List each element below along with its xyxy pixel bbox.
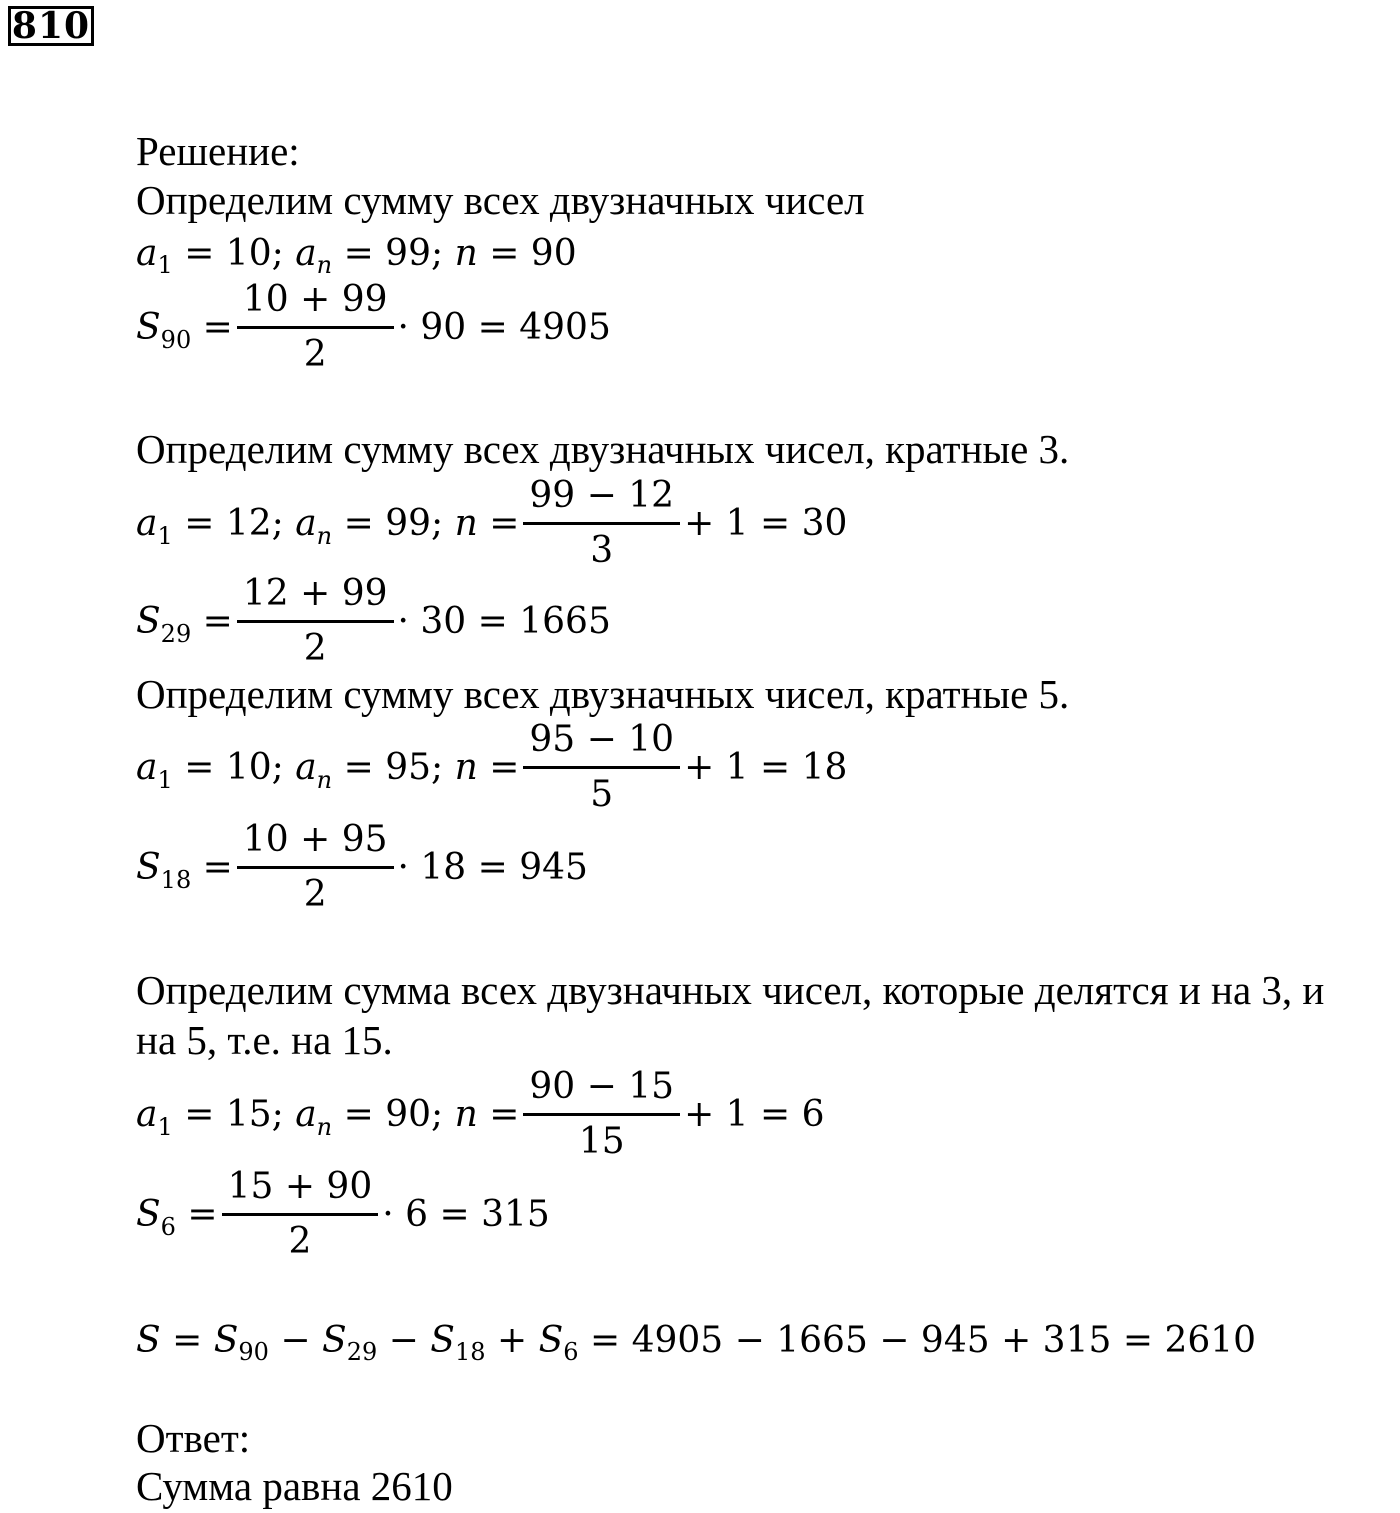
denominator: 5 <box>523 766 680 817</box>
n-result: + 1 = 6 <box>684 1094 825 1135</box>
numerator: 10 + 99 <box>242 279 388 320</box>
numerator: 15 + 90 <box>227 1166 373 1207</box>
numerator: 90 − 15 <box>529 1066 675 1107</box>
term-symbol: S <box>430 1319 455 1361</box>
term-symbol: S <box>213 1319 239 1361</box>
sum-symbol: S <box>136 601 161 642</box>
total-result: = 4905 − 1665 − 945 + 315 = 2610 <box>578 1319 1257 1361</box>
fraction <box>523 1065 680 1164</box>
sum-subscript: 18 <box>160 865 192 894</box>
denominator: 2 <box>222 1213 379 1264</box>
sum-symbol: S <box>136 847 161 888</box>
sum-result: · 6 = 315 <box>382 1194 550 1235</box>
section4-heading-line2: на 5, т.е. на 15. <box>136 1017 393 1063</box>
section4-heading-line1: Определим сумма всех двузначных чисел, которые делятся и на 3, и <box>136 967 1325 1013</box>
fraction <box>237 572 394 671</box>
sum-subscript: 6 <box>160 1212 176 1241</box>
section4-params: a 1 = 15 ; a n = 90 ; n = $\frac{90 - 15}{15}$ + 1 = 6 <box>136 1066 825 1162</box>
fraction <box>237 278 394 377</box>
term-symbol: S <box>538 1319 564 1361</box>
numerator: 12 + 99 <box>242 573 388 614</box>
sum-result: · 90 = 4905 <box>397 307 611 348</box>
term-subscript: 18 <box>454 1338 486 1366</box>
term-subscript: 90 <box>238 1338 269 1366</box>
an-value: 90 <box>385 1094 432 1135</box>
numerator: 10 + 95 <box>242 819 388 860</box>
section1-heading: Определим сумму всех двузначных чисел <box>136 177 865 223</box>
equals-sign: = <box>160 1319 214 1361</box>
denominator: 3 <box>523 522 680 573</box>
problem-number: 810 <box>8 6 94 46</box>
fraction <box>222 1165 379 1264</box>
an-value: 95 <box>385 747 432 788</box>
section2-heading: Определим сумму всех двузначных чисел, кратные 3. <box>136 426 1070 472</box>
operator: − <box>268 1319 323 1361</box>
n-result: + 1 = 18 <box>684 747 848 788</box>
denominator: 2 <box>237 326 394 377</box>
denominator: 2 <box>237 866 394 917</box>
a1-value: 15 <box>225 1094 272 1135</box>
section3-heading: Определим сумму всех двузначных чисел, кратные 5. <box>136 671 1070 717</box>
sum-result: · 18 = 945 <box>397 847 588 888</box>
section2-sum-formula: S 29 = $\frac{12 + 99}{2}$ · 30 = 1665 <box>136 573 611 669</box>
operator: + <box>485 1319 539 1361</box>
an-value: 99 <box>385 503 432 544</box>
term-symbol: S <box>322 1319 347 1361</box>
n-result: + 1 = 30 <box>684 503 848 544</box>
fraction <box>523 718 680 817</box>
fraction <box>523 474 680 573</box>
sum-result: · 30 = 1665 <box>397 601 611 642</box>
term-subscript: 29 <box>346 1338 378 1366</box>
sum-subscript: 29 <box>160 619 192 648</box>
section4-sum-formula: S 6 = $\frac{15 + 90}{2}$ · 6 = 315 <box>136 1166 550 1262</box>
answer-label: Ответ: <box>136 1415 251 1461</box>
operator: − <box>377 1319 431 1361</box>
a1-value: 10 <box>225 747 272 788</box>
denominator: 2 <box>237 620 394 671</box>
a1-value: 12 <box>225 503 272 544</box>
answer-text: Сумма равна 2610 <box>136 1463 453 1509</box>
section2-params: a 1 = 12 ; a n = 99 ; n = $\frac{99 - 12}{3}$ + 1 = 30 <box>136 475 848 571</box>
total-symbol: S <box>136 1319 161 1361</box>
numerator: 95 − 10 <box>529 719 675 760</box>
section3-sum-formula: S 18 = $\frac{10 + 95}{2}$ · 18 = 945 <box>136 819 588 915</box>
denominator: 15 <box>523 1113 680 1164</box>
sum-symbol: S <box>136 1194 161 1235</box>
solution-label: Решение: <box>136 128 300 174</box>
sum-symbol: S <box>136 307 161 348</box>
sum-subscript: 90 <box>160 325 192 354</box>
total-formula <box>136 1310 1256 1370</box>
numerator: 99 − 12 <box>529 475 675 516</box>
term-subscript: 6 <box>563 1338 579 1366</box>
section1-sum-formula: S 90 = $\frac{10 + 99}{2}$ · 90 = 4905 <box>136 279 611 375</box>
section1-params: a 1 = 10; a n = 99; n = 90 <box>136 232 577 279</box>
section3-params: a 1 = 10 ; a n = 95 ; n = $\frac{95 - 10}{5}$ + 1 = 18 <box>136 719 848 815</box>
fraction <box>237 818 394 917</box>
